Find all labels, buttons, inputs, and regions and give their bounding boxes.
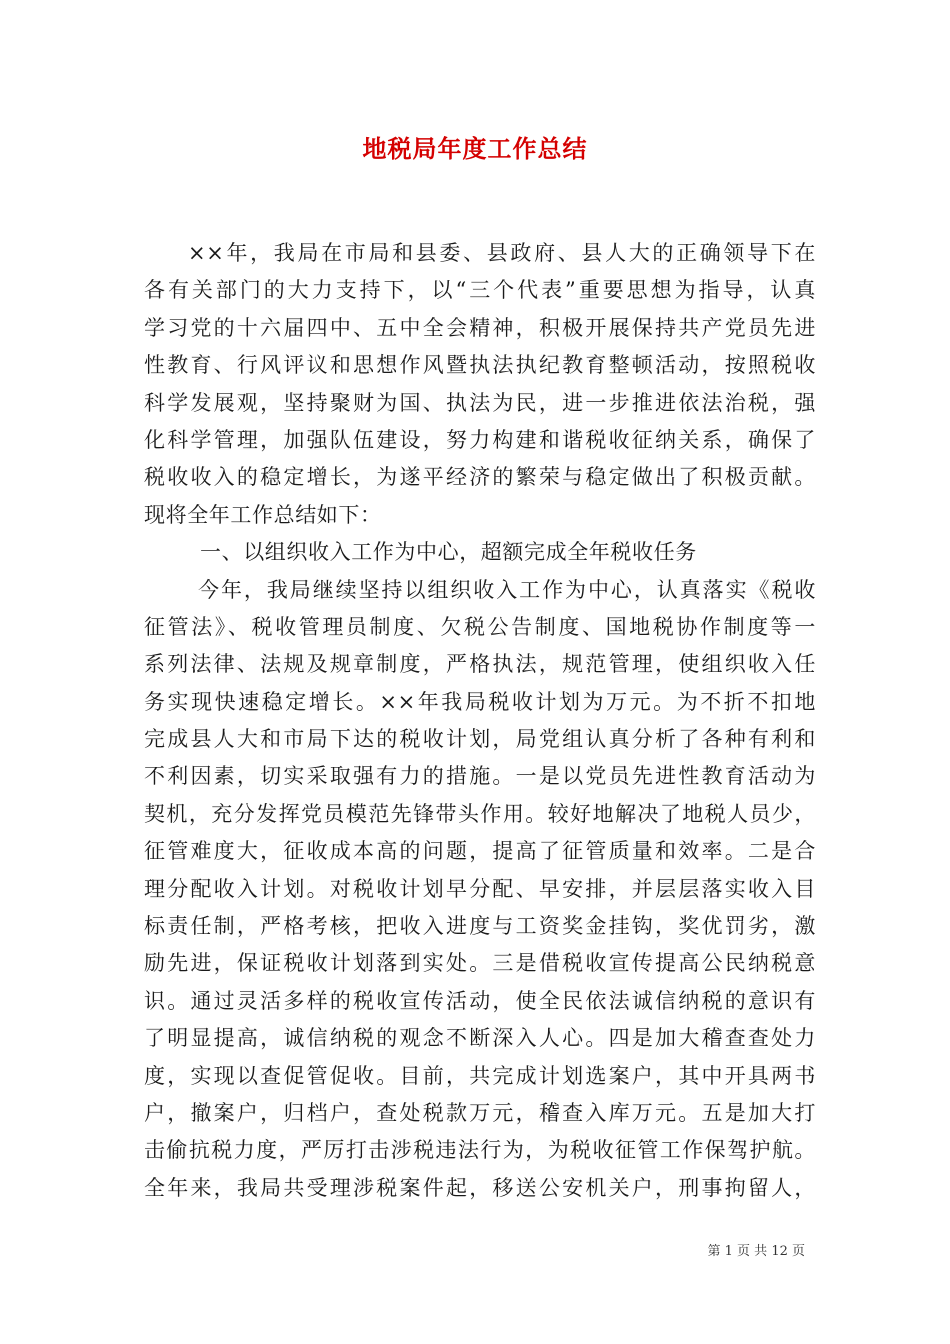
text-line: 科学发展观，坚持聚财为国、执法为民，进一步推进依法治税，强 [144,390,816,415]
text-line: 不利因素，切实采取强有力的措施。一是以党员先进性教育活动为 [144,764,816,789]
text-line: 税收收入的稳定增长，为遂平经济的繁荣与稳定做出了积极贡献。 [144,465,816,490]
page-number: 第 1 页 共 12 页 [707,1244,805,1259]
document-body [144,235,816,1207]
text-line: 标责任制，严格考核，把收入进度与工资奖金挂钩，奖优罚劣，激 [144,914,816,939]
text-line: 了明显提高，诚信纳税的观念不断深入人心。四是加大稽查查处力 [144,1026,816,1051]
text-line: 完成县人大和市局下达的税收计划，局党组认真分析了各种有利和 [144,727,816,752]
text-line: 性教育、行风评议和思想作风暨执法执纪教育整顿活动，按照税收 [144,353,816,378]
text-line: 理分配收入计划。对税收计划早分配、早安排，并层层落实收入目 [144,876,816,901]
text-line: 契机，充分发挥党员模范先锋带头作用。较好地解决了地税人员少， [144,801,816,826]
text-line: 度，实现以查促管促收。目前，共完成计划选案户，其中开具两书 [144,1063,816,1088]
text-line: 化科学管理，加强队伍建设，努力构建和谐税收征纳关系，确保了 [144,427,816,452]
document-title: 地税局年度工作总结 [362,134,588,163]
text-line: ××年，我局在市局和县委、县政府、县人大的正确领导下在 [188,241,816,265]
text-line: 识。通过灵活多样的税收宣传活动，使全民依法诚信纳税的意识有 [144,988,816,1013]
text-line: 户，撤案户，归档户，查处税款万元，稽查入库万元。五是加大打 [144,1100,816,1125]
text-line: 击偷抗税力度，严厉打击涉税违法行为，为税收征管工作保驾护航。 [144,1138,816,1163]
text-line: 励先进，保证税收计划落到实处。三是借税收宣传提高公民纳税意 [144,951,816,976]
text-line: 今年，我局继续坚持以组织收入工作为中心，认真落实《税收 [198,577,816,602]
text-line: 征管难度大，征收成本高的问题，提高了征管质量和效率。二是合 [144,839,816,864]
text-line: 各有关部门的大力支持下，以“三个代表”重要思想为指导，认真 [144,278,816,303]
text-line: 征管法》、税收管理员制度、欠税公告制度、国地税协作制度等一 [144,614,816,639]
text-line: 学习党的十六届四中、五中全会精神，积极开展保持共产党员先进 [144,315,816,340]
text-line: 务实现快速稳定增长。××年我局税收计划为万元。为不折不扣地 [144,689,816,714]
text-line: 系列法律、法规及规章制度，严格执法，规范管理，使组织收入任 [144,652,816,677]
section-heading: 一、以组织收入工作为中心，超额完成全年税收任务 [200,540,697,565]
text-line: 现将全年工作总结如下： [144,502,382,527]
text-line: 全年来，我局共受理涉税案件起，移送公安机关户，刑事拘留人， [144,1175,816,1200]
